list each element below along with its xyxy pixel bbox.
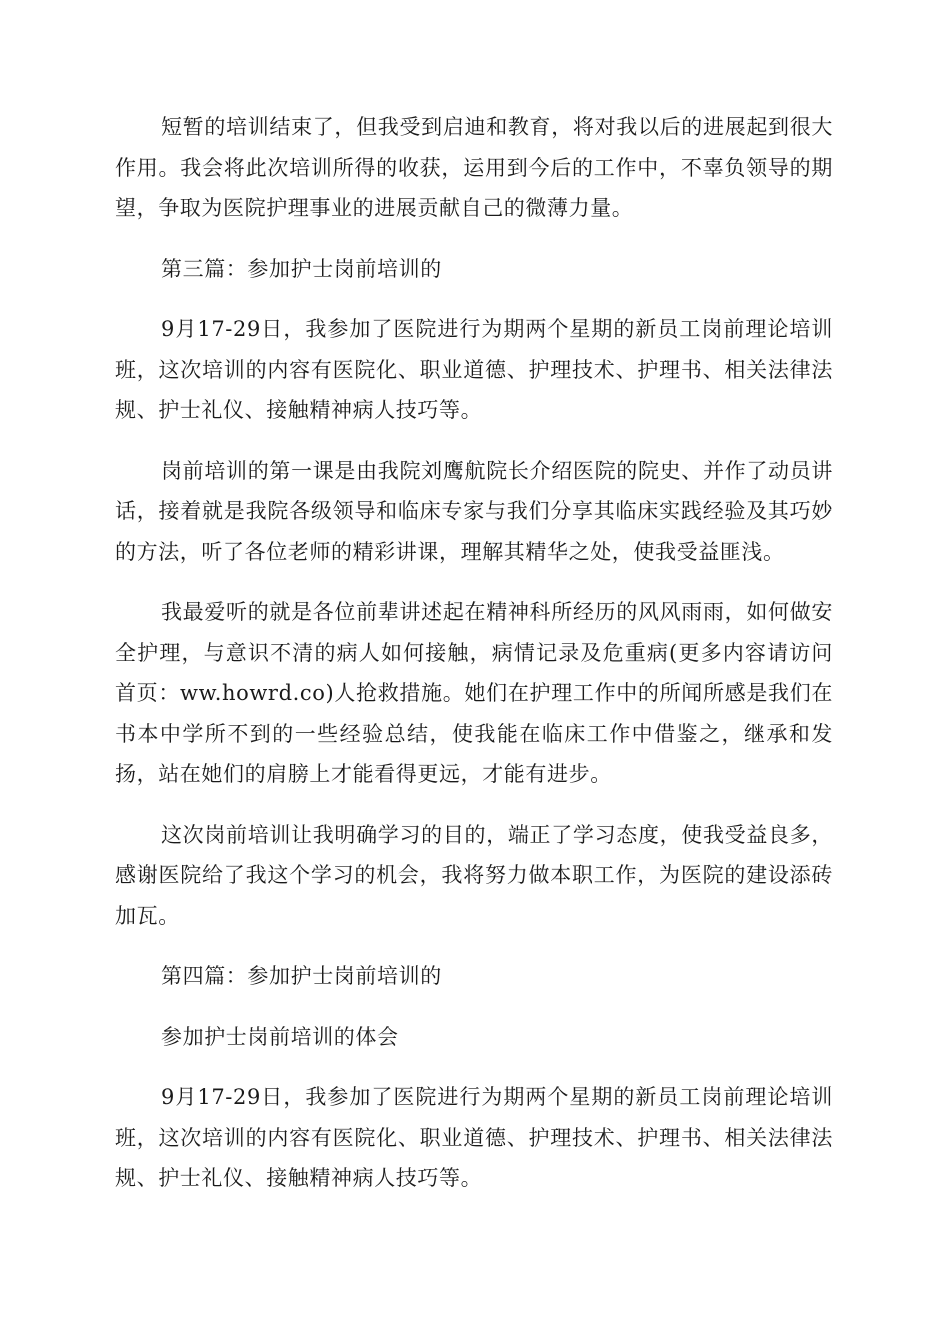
paragraph-favorite-part: 我最爱听的就是各位前辈讲述起在精神科所经历的风风雨雨，如何做安全护理，与意识不清的病人如何接触，病情记录及危重病(更多内容请访问首页：ww.howrd.co)人抢救措施。她们在护理工作中的所闻所感是我们在书本中学所不到的一些经验总结，使我能在临床工作中借鉴之，继承和发扬，站在她们的肩膀上才能看得更远，才能有进步。 xyxy=(115,600,833,786)
subheading-experience: 参加护士岗前培训的体会 xyxy=(161,1024,399,1049)
section-heading-part-four: 第四篇：参加护士岗前培训的 xyxy=(161,964,442,988)
paragraph-training-overview-repeat: 9月17-29日，我参加了医院进行为期两个星期的新员工岗前理论培训班，这次培训的内容有医院化、职业道德、护理技术、护理书、相关法律法规、护士礼仪、接触精神病人技巧等。 xyxy=(115,1085,833,1190)
paragraph-training-overview: 9月17-29日，我参加了医院进行为期两个星期的新员工岗前理论培训班，这次培训的内容有医院化、职业道德、护理技术、护理书、相关法律法规、护士礼仪、接触精神病人技巧等。 xyxy=(115,317,833,422)
paragraph-first-lesson: 岗前培训的第一课是由我院刘鹰航院长介绍医院的院史、并作了动员讲话，接着就是我院各级领导和临床专家与我们分享其临床实践经验及其巧妙的方法，听了各位老师的精彩讲课，理解其精华之处，使我受益匪浅。 xyxy=(115,458,833,564)
section-heading-part-three: 第三篇：参加护士岗前培训的 xyxy=(161,256,442,281)
paragraph-conclusion: 这次岗前培训让我明确学习的目的，端正了学习态度，使我受益良多，感谢医院给了我这个学习的机会，我将努力做本职工作，为医院的建设添砖加瓦。 xyxy=(115,822,833,928)
paragraph-closing-remarks: 短暂的培训结束了，但我受到启迪和教育，将对我以后的进展起到很大作用。我会将此次培训所得的收获，运用到今后的工作中，不辜负领导的期望，争取为医院护理事业的进展贡献自己的微薄力量。 xyxy=(115,115,833,220)
document-body xyxy=(115,107,833,1219)
